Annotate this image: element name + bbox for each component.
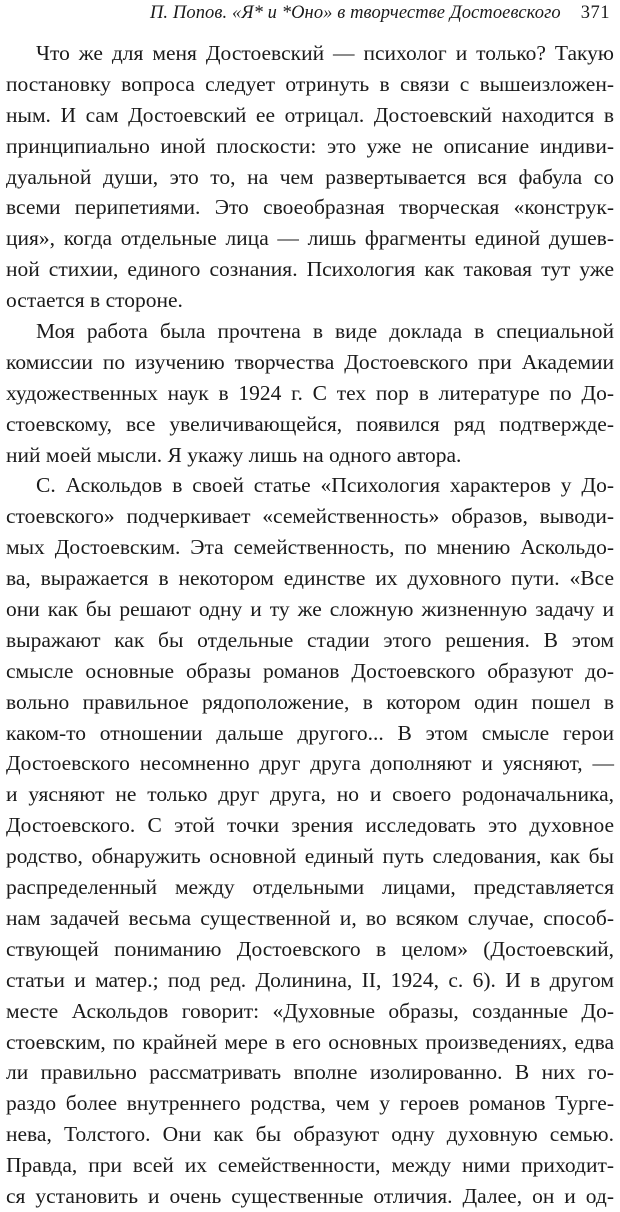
text-line: месте Аскольдов говорит: «Духовные образы, созданные До-: [6, 998, 614, 1023]
text-line: дуальной души, это то, на чем развертывается вся фабула со: [6, 164, 614, 189]
text-line: остается в стороне.: [6, 288, 183, 313]
text-line: мых Достоевским. Эта семейственность, по мнению Аскольдо-: [6, 535, 614, 560]
text-line: ли правильно рассматривать вполне изолированно. В них го-: [6, 1060, 614, 1085]
text-line: ствующей пониманию Достоевского в целом» (Достоевский,: [6, 936, 614, 961]
page-number: 371: [580, 3, 610, 23]
text-line: ным. И сам Достоевский ее отрицал. Достоевский находится в: [6, 102, 614, 127]
text-line: ний моей мысли. Я укажу лишь на одного автора.: [6, 442, 462, 467]
text-line: Моя работа была прочтена в виде доклада в специальной: [36, 319, 614, 344]
text-line: ной стихии, единого сознания. Психология как таковая тут уже: [6, 257, 614, 282]
text-line: Достоевского. С этой точки зрения исследовать это духовное: [6, 813, 614, 838]
running-header: [150, 2, 610, 24]
text-line: статьи и матер.; под ред. Долинина, II, 1924, с. 6). И в другом: [6, 967, 614, 992]
text-line: принципиально иной плоскости: это уже не описание индиви-: [6, 133, 614, 158]
text-line: ция», когда отдельные лица — лишь фрагменты единой душев-: [6, 226, 614, 251]
text-line: стоевского» подчеркивает «семейственность» образов, выводи-: [6, 504, 614, 529]
text-line: стоевским, по крайней мере в его основных произведениях, едва: [6, 1029, 614, 1054]
text-line: выражают как бы отдельные стадии этого решения. В этом: [6, 627, 614, 652]
text-line: Что же для меня Достоевский — психолог и только? Такую: [36, 41, 614, 65]
text-line: они как бы решают одну и ту же сложную жизненную задачу и: [6, 597, 614, 622]
text-line: родство, обнаружить основной единый путь следования, как бы: [6, 844, 614, 869]
text-line: и уясняют не только друг друга, но и своего родоначальника,: [6, 782, 614, 807]
text-line: Достоевского несомненно друг друга дополняют и уясняют, —: [6, 751, 614, 776]
text-line: ся установить и очень существенные отличия. Далее, он и од-: [6, 1183, 614, 1208]
text-line: С. Аскольдов в своей статье «Психология характеров у До-: [36, 473, 614, 498]
text-line: ва, выражается в некотором единстве их духовного пути. «Все: [6, 566, 614, 591]
text-line: художественных наук в 1924 г. С тех пор в литературе по До-: [6, 380, 614, 405]
text-line: постановку вопроса следует отринуть в связи с вышеизложен-: [6, 71, 614, 96]
running-title: П. Попов. «Я* и *Оно» в творчестве Достоевского: [149, 3, 561, 23]
text-line: распределенный между отдельными лицами, представляется: [6, 875, 614, 900]
text-line: всеми перипетиями. Это своеобразная творческая «конструк-: [6, 195, 614, 220]
text-line: комиссии по изучению творчества Достоевского при Академии: [6, 349, 614, 374]
text-line: раздо более внутреннего родства, чем у героев романов Турге-: [6, 1091, 614, 1116]
text-line: вольно правильное рядоположение, в котором один пошел в: [6, 689, 614, 714]
text-line: стоевскому, все увеличивающейся, появился ряд подтвержде-: [6, 411, 614, 436]
text-line: смысле основные образы романов Достоевского образуют до-: [6, 658, 614, 683]
text-line: каком-то отношении дальше другого... В этом смысле герои: [6, 720, 614, 745]
text-line: нам задачей весьма существенной и, во всяком случае, способ-: [6, 905, 614, 930]
text-line: нева, Толстого. Они как бы образуют одну духовную семью.: [6, 1122, 614, 1147]
text-line: Правда, при всей их семейственности, между ними приходит-: [6, 1153, 614, 1178]
body-text: [0, 38, 620, 1212]
